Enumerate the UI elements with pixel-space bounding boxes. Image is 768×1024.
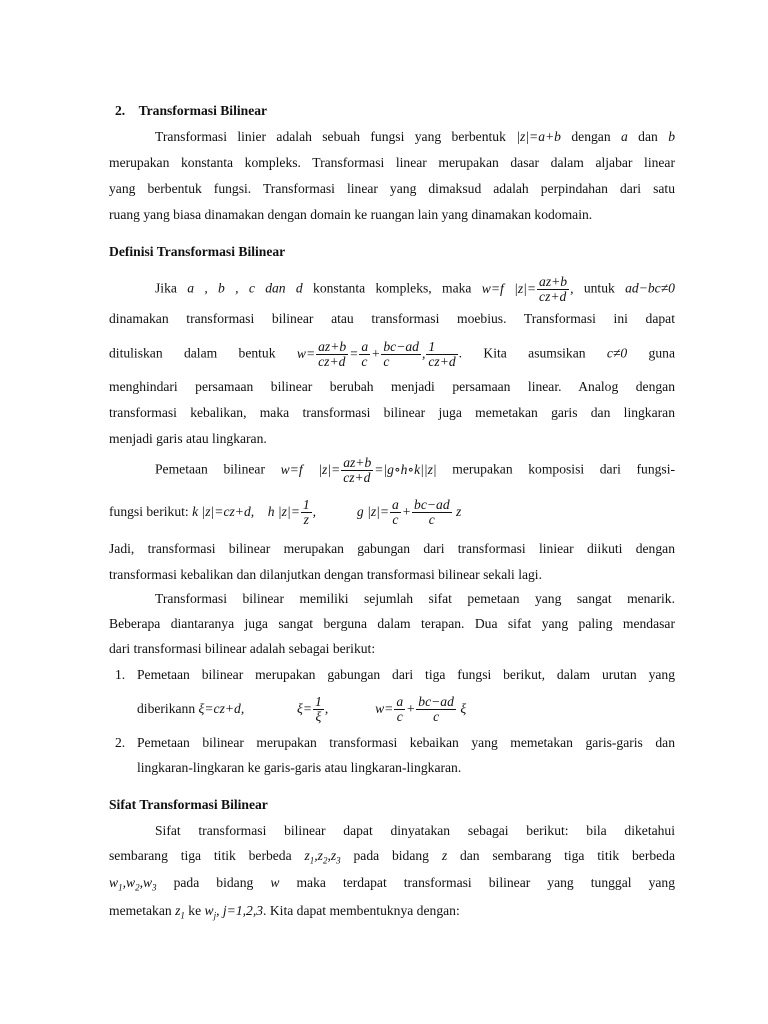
text: sembarang tiga titik berbeda [109, 848, 292, 863]
formula-xi-2 [297, 694, 329, 725]
paragraph-1-line-2: merupakan konstanta kompleks. Transformasi linear merupakan dasar dalam aljabar linear [109, 155, 675, 170]
denominator: c [396, 709, 403, 725]
sifat-line-1: Sifat transformasi bilinear dapat dinyatakan sebagai berikut: bila diketahui [155, 823, 675, 838]
properties-line-3: dari transformasi bilinear adalah sebagai berikut: [109, 641, 376, 656]
subscript: 2 [322, 855, 328, 866]
subscript: 3 [152, 882, 157, 893]
text: konstanta kompleks, maka [313, 280, 472, 296]
denominator: cz+d [318, 354, 346, 369]
text: maka terdapat transformasi bilinear yang tunggal yang [296, 875, 675, 890]
text: ke [188, 903, 202, 918]
definition-line-2: dinamakan transformasi bilinear atau transformasi moebius. Transformasi ini dapat [109, 311, 675, 326]
composition-line-2 [109, 497, 675, 527]
var-a: a [621, 129, 628, 144]
formula-part: + [401, 504, 412, 519]
formula-vars: a , b , c dan d [187, 280, 303, 296]
composition-line-1 [155, 456, 675, 485]
formula-xi-1: ξ=cz+d, [198, 701, 245, 716]
denominator: c [428, 512, 435, 528]
definition-heading: Definisi Transformasi Bilinear [109, 244, 286, 259]
formula-part: w=f |z|= [280, 461, 341, 477]
properties-line-2: Beberapa diantaranya juga sangat berguna dalam terapan. Dua sifat yang paling mendasar [109, 616, 675, 631]
fraction [301, 498, 312, 527]
list-item-1-line-1: Pemetaan bilinear merupakan gabungan dari tiga fungsi berikut, dalam urutan yang [137, 667, 675, 682]
formula-part: w [142, 875, 153, 890]
text: merupakan komposisi dari fungsi- [452, 461, 676, 477]
formula-part: w [125, 875, 136, 890]
text: dan [638, 129, 658, 144]
subscript: 1 [118, 882, 123, 893]
fraction [426, 340, 457, 369]
fraction [381, 340, 421, 369]
composition-line-3: Jadi, transformasi bilinear merupakan gabungan dari transformasi liniear diikuti dengan [109, 541, 675, 556]
formula-part: =|g∘h∘k||z| [374, 461, 437, 477]
composition-line-4: transformasi kebalikan dan dilanjutkan dengan transformasi bilinear sekali lagi. [109, 567, 542, 582]
text: pada bidang [353, 848, 429, 863]
formula-part: , [570, 280, 574, 296]
formula-part: , [421, 345, 426, 361]
definition-line-4: menghindari persamaan bilinear berubah menjadi persamaan linear. Analog dengan [109, 379, 675, 394]
sifat-line-3 [109, 874, 675, 897]
denominator: cz+d [539, 289, 567, 304]
properties-line-1: Transformasi bilinear memiliki sejumlah sifat pemetaan yang sangat menarik. [155, 591, 675, 606]
formula-part: z [456, 504, 462, 519]
formula-part: + [406, 701, 416, 716]
text: guna [648, 345, 675, 361]
formula-condition: c≠0 [606, 345, 628, 361]
formula-part: , j=1,2,3 [216, 903, 264, 918]
text: memetakan [109, 903, 172, 918]
formula-mobius [481, 274, 574, 304]
definition-line-5: transformasi kebalikan, maka transformasi bilinear juga memetakan garis dan lingkaran [109, 405, 675, 420]
text: dituliskan dalam bentuk [109, 345, 276, 361]
paragraph-1-line-4: ruang yang biasa dinamakan dengan domain ke ruangan lain yang dinamakan kodomain. [109, 207, 593, 222]
formula-part: w= [296, 345, 316, 361]
text: fungsi berikut: [109, 504, 189, 519]
text: . Kita dapat membentuknya dengan: [263, 903, 460, 918]
formula-g [356, 497, 462, 528]
denominator: ξ [315, 709, 322, 725]
formula-part: = [349, 345, 359, 361]
numerator: az+b [343, 455, 372, 470]
denominator: c [361, 354, 368, 369]
fraction [359, 340, 370, 369]
fraction [412, 498, 452, 527]
numerator: bc−ad [383, 339, 419, 354]
formula-part: + [371, 345, 381, 361]
var-b: b [668, 129, 675, 144]
formula-part: w= [375, 701, 394, 716]
paragraph-1-line-1 [155, 128, 675, 146]
section-number: 2. [115, 103, 126, 118]
subscript: 1 [309, 855, 315, 866]
list-item-number: 2. [115, 735, 126, 750]
formula-part: w=f |z|= [481, 280, 537, 296]
formula-k: k |z|=cz+d, [192, 504, 255, 519]
fraction [313, 695, 324, 724]
formula-part: z [304, 848, 310, 863]
formula-part: h |z|= [267, 504, 300, 519]
numerator: bc−ad [414, 497, 450, 513]
text: untuk [583, 280, 615, 296]
formula-part: w [204, 903, 214, 918]
subscript: 3 [336, 855, 341, 866]
formula-composition [280, 455, 437, 485]
list-item-2-line-1: Pemetaan bilinear merupakan transformasi kebaikan yang memetakan garis-garis dan [137, 735, 675, 750]
formula-condition: ad−bc≠0 [625, 280, 675, 296]
formula-linear: |z|=a+b [516, 129, 561, 144]
formula-wj [204, 903, 264, 921]
fraction [537, 275, 569, 304]
definition-line-1 [155, 275, 675, 304]
formula-part: ξ [460, 701, 467, 716]
subscript: 2 [135, 882, 140, 893]
formula-w-points: $w_1,w_2,w_3$ [109, 875, 157, 893]
numerator: 1 [315, 694, 322, 710]
text: pada bidang [173, 875, 254, 890]
formula-part: z [317, 848, 323, 863]
text: diberikann [137, 701, 196, 716]
formula-part: , [324, 701, 329, 716]
var-w: w [270, 875, 280, 890]
subscript: j [213, 910, 217, 921]
text: Jika [155, 280, 177, 296]
denominator: cz+d [428, 354, 456, 369]
denominator: c [433, 709, 440, 725]
text: dan sembarang tiga titik berbeda [459, 848, 676, 863]
numerator: a [392, 497, 399, 513]
fraction [416, 695, 456, 724]
formula-w [375, 694, 467, 725]
list-item-1-line-2 [137, 694, 675, 724]
denominator: cz+d [343, 470, 371, 485]
properties-heading: Sifat Transformasi Bilinear [109, 797, 268, 812]
fraction [390, 498, 401, 527]
section-heading [115, 102, 681, 120]
list-item-2-line-2: lingkaran-lingkaran ke garis-garis atau lingkaran-lingkaran. [137, 760, 462, 775]
formula-part: , [312, 504, 317, 519]
text: Transformasi linier adalah sebuah fungsi yang berbentuk [155, 129, 506, 144]
fraction [394, 695, 405, 724]
formula-expanded [296, 339, 459, 369]
numerator: 1 [426, 340, 457, 355]
denominator: c [392, 512, 399, 528]
list-item-number: 1. [115, 667, 126, 682]
formula-part: w [109, 875, 119, 890]
formula-z1 [175, 903, 185, 921]
text: . Kita asumsikan [458, 345, 586, 361]
formula-part: z [330, 848, 337, 863]
text: Pemetaan bilinear [155, 461, 265, 477]
fraction [341, 456, 373, 485]
formula-part: g |z|= [356, 504, 390, 519]
denominator: z [303, 512, 309, 528]
numerator: az+b [539, 274, 568, 289]
subscript: 1 [180, 910, 185, 921]
definition-line-6: menjadi garis atau lingkaran. [109, 431, 267, 446]
formula-h [267, 497, 317, 528]
formula-part: ξ= [297, 701, 313, 716]
formula-part: z [175, 903, 181, 918]
formula-z-points: $z_1,z_2,z_3$ [304, 848, 341, 866]
numerator: az+b [318, 339, 347, 354]
section-title: Transformasi Bilinear [138, 103, 268, 118]
numerator: a [396, 694, 404, 710]
var-z: z [441, 848, 448, 863]
text: dengan [571, 129, 611, 144]
sifat-line-2 [109, 847, 675, 870]
paragraph-1-line-3: yang berbentuk fungsi. Transformasi linear yang dimaksud adalah perpindahan dari satu [109, 181, 675, 196]
numerator: bc−ad [418, 694, 454, 710]
denominator: c [383, 354, 390, 369]
numerator: 1 [302, 497, 310, 513]
fraction [316, 340, 348, 369]
sifat-line-4 [109, 902, 675, 925]
numerator: a [361, 339, 369, 354]
definition-line-3 [109, 340, 675, 369]
